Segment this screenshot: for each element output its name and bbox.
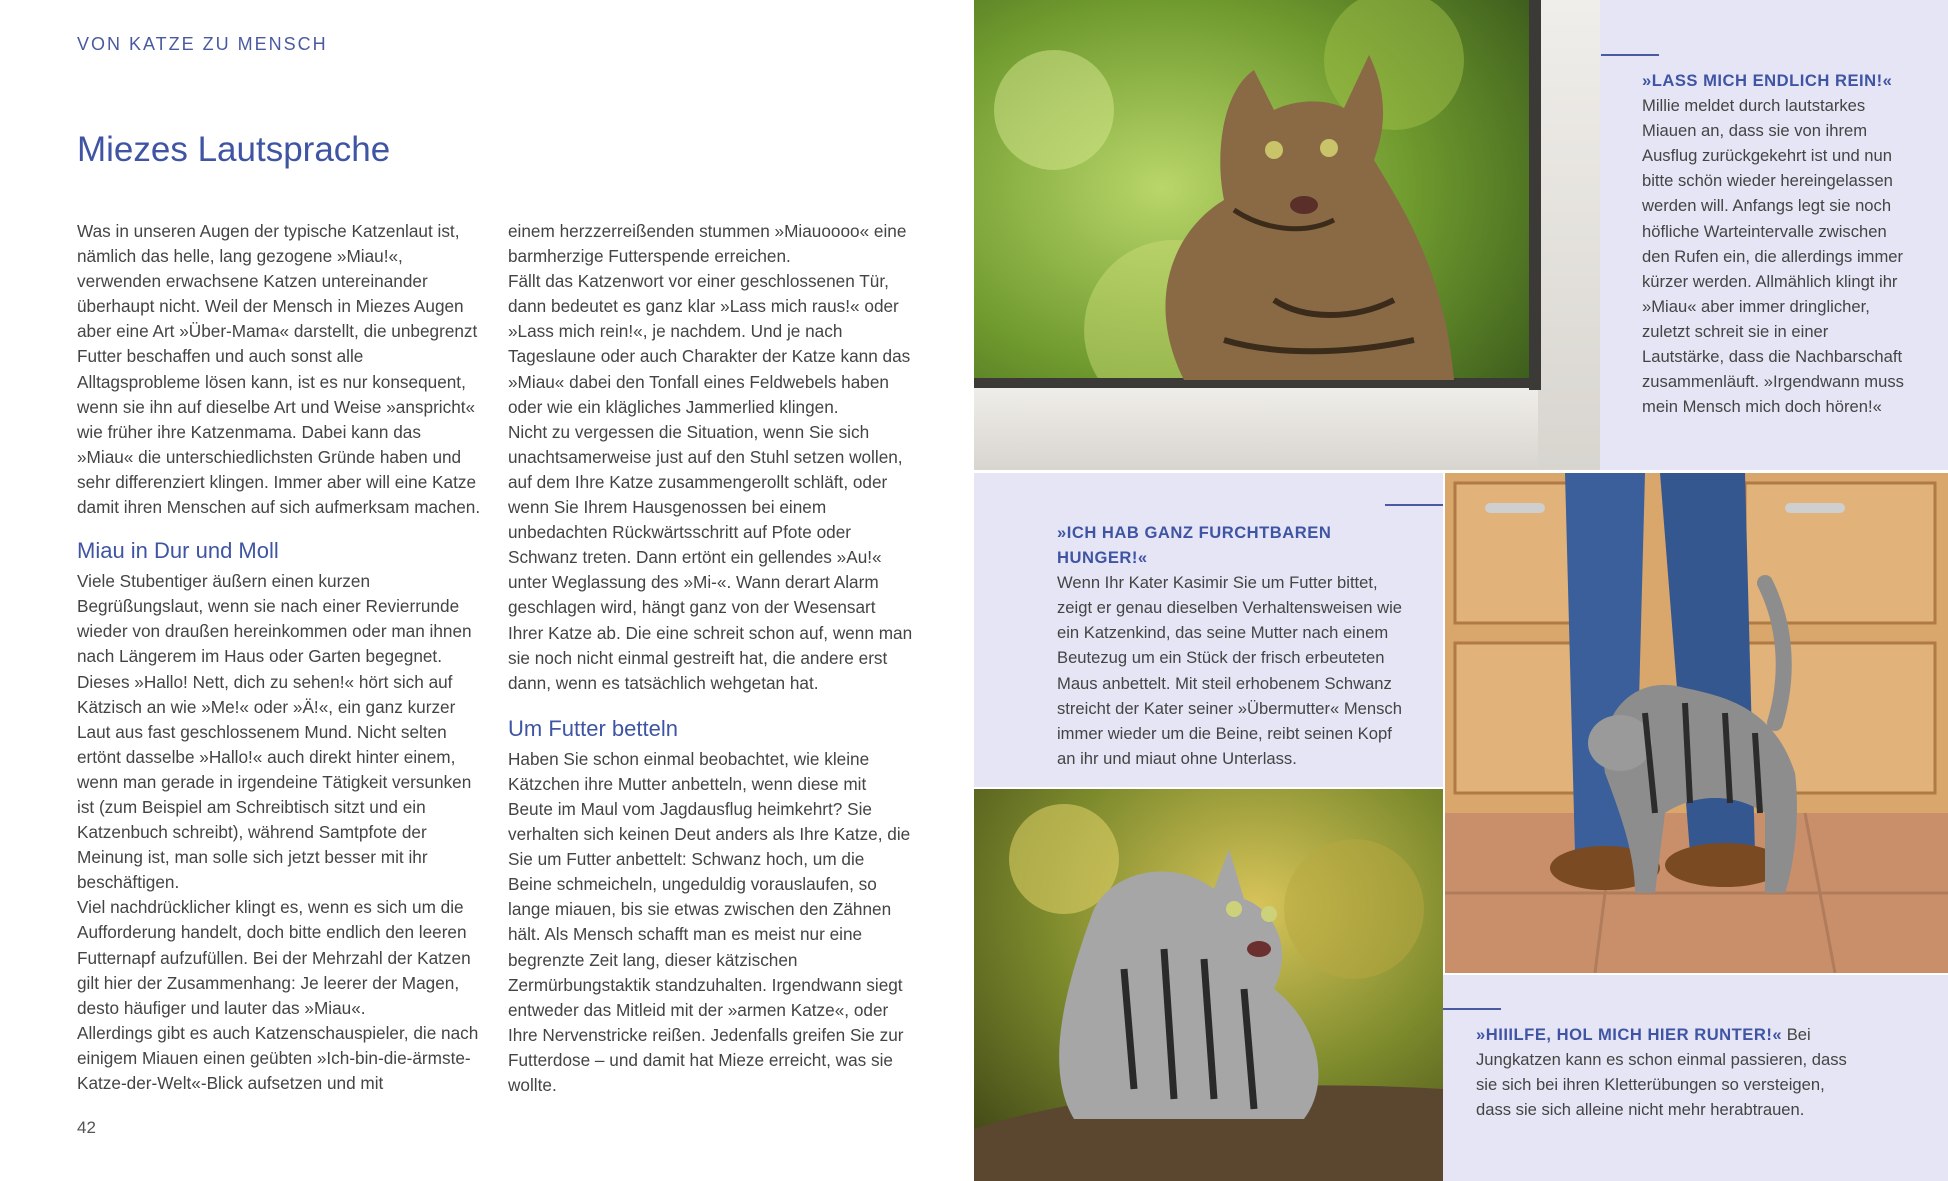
paragraph: einem herzzerreißenden stummen »Miauoooo« eine barmherzige Futterspende erreichen. bbox=[508, 221, 907, 267]
photo-kitten-on-branch bbox=[974, 789, 1443, 1181]
photo-cat-at-legs bbox=[1445, 473, 1948, 973]
caption-text: Millie meldet durch lautstarkes Miauen an, dass sie von ihrem Ausflug zurückgekehrt ist und nun bitte schön wieder hereingelassen werden will. Anfangs legt sie noch höfliche Warteintervalle zwischen den Rufen ein, die allerdings immer kürzer werden. Allmählich klingt ihr »Miau« aber immer dringlicher, zuletzt schreit sie in einer Lautstärke, dass die Nachbarschaft zusammenläuft. »Irgendwann muss mein Mensch mich doch hören!« bbox=[1642, 96, 1904, 417]
caption-rule bbox=[1443, 1008, 1501, 1010]
caption-text: Wenn Ihr Kater Kasimir Sie um Futter bittet, zeigt er genau dieselben Verhaltensweisen wie ein Katzenkind, das seine Mutter nach einem Beutezug um ein Stück der frisch erbeuteten Maus anbettelt. Mit steil erhobenem Schwanz streicht der Kater seiner »Übermutter« Mensch immer wieder um die Beine, reibt seinen Kopf an ihr und miaut ohne Unterlass. bbox=[1057, 573, 1403, 768]
section-heading: Um Futter betteln bbox=[508, 715, 678, 741]
page-title: Miezes Lautsprache bbox=[77, 130, 391, 169]
paragraph: Viel nachdrücklicher klingt es, wenn es sich um die Aufforderung handelt, doch bitte endlich den leeren Futternapf aufzufüllen. Bei der Mehrzahl der Katzen gilt hier der Zusammenhang: Je leerer der Magen, desto häufiger und lauter das »Miau«. bbox=[77, 897, 471, 1018]
paragraph: Nicht zu vergessen die Situation, wenn Sie sich unachtsamerweise just auf den Stuhl setzen wollen, auf dem Ihre Katze zusammengerollt schläft, oder wenn Sie Ihrem Hausgenossen bei einem unbedachten Rückwärtsschritt auf Pfote oder Schwanz treten. Dann ertönt ein gellendes »Au!« unter Weglassung des »Mi-«. Wann derart Alarm geschlagen wird, hängt ganz von der Wesensart Ihrer Katze ab. Die eine schreit schon auf, wenn man sie noch nicht einmal gestreift hat, die andere erst dann, wenn es tatsächlich wehgetan hat. bbox=[508, 421, 913, 693]
running-head: VON KATZE ZU MENSCH bbox=[77, 34, 328, 54]
caption-text: Bei Jungkatzen kann es schon einmal passieren, dass sie sich bei ihren Kletterübungen so versteigen, dass sie sich alleine nicht mehr herabtrauen. bbox=[1476, 1025, 1847, 1120]
paragraph: Haben Sie schon einmal beobachtet, wie kleine Kätzchen ihre Mutter anbetteln, wenn diese mit Beute im Maul vom Jagdausflug heimkehrt? Sie verhalten sich keinen Deut anders als Ihre Katze, die Sie um Futter anbettelt: Schwanz hoch, um die Beine schmeicheln, ungeduldig vorauslaufen, so lange miauen, bis sie etwas zwischen den Zähnen hält. Als Mensch schafft man es meist nur eine begrenzte Zeit lang, dieser kätzischen Zermürbungstaktik standzuhalten. Irgendwann siegt entweder das Mitleid mit der »armen Katze«, oder Ihre Nervenstricke reißen. Jedenfalls greifen Sie zur Futterdose – und damit hat Mieze erreicht, was sie wollte. bbox=[508, 748, 911, 1095]
caption-3 bbox=[1476, 1022, 1851, 1122]
kitten-branch-illustration bbox=[974, 789, 1443, 1181]
caption-title: »HIIILFE, HOL MICH HIER RUNTER!« bbox=[1476, 1025, 1783, 1044]
text-column-2 bbox=[508, 219, 913, 1098]
section-heading: Miau in Dur und Moll bbox=[77, 538, 279, 564]
page-number: 42 bbox=[77, 1118, 96, 1137]
text-column-1 bbox=[77, 219, 482, 1096]
caption-title: »ICH HAB GANZ FURCHTBAREN HUNGER!« bbox=[1057, 523, 1332, 568]
paragraph: Allerdings gibt es auch Katzenschauspieler, die nach einigem Miauen einen geübten »Ich-bin-die-ärmste-Katze-der-Welt«-Blick aufsetzen und mit bbox=[77, 1022, 479, 1093]
caption-rule bbox=[1601, 54, 1659, 56]
paragraph: Viele Stubentiger äußern einen kurzen Begrüßungslaut, wenn sie nach einer Revierrunde wieder von draußen hereinkommen oder man ihnen nach Längerem im Haus oder Garten begegnet. Dieses »Hallo! Nett, dich zu sehen!« hört sich auf Kätzisch an wie »Me!« oder »Ä!«, ein ganz kurzer Laut aus fast geschlossenem Mund. Nicht selten ertönt dasselbe »Hallo!« auch direkt hinter einem, wenn man gerade in irgendeine Tätigkeit versunken ist (zum Beispiel am Schreibtisch sitzt und ein Katzenbuch schreibt), während Samtpfote der Meinung ist, man solle sich jetzt besser mit ihr beschäftigen. bbox=[77, 571, 472, 893]
caption-rule bbox=[1385, 504, 1443, 506]
cat-legs-illustration bbox=[1445, 473, 1948, 973]
caption-2 bbox=[1057, 520, 1413, 771]
caption-title: »LASS MICH ENDLICH REIN!« bbox=[1642, 71, 1893, 90]
paragraph: Was in unseren Augen der typische Katzenlaut ist, nämlich das helle, lang gezogene »Miau!«, verwenden erwachsene Katzen untereinander überhaupt nicht. Weil der Mensch in Miezes Augen aber eine Art »Über-Mama« darstellt, die unbegrenzt Futter beschaffen und auch sonst alle Alltagsprobleme lösen kann, ist es nur konsequent, wenn sie ihn auf dieselbe Art und Weise »anspricht« wie früher ihre Katzenmama. Dabei kann das »Miau« die unterschiedlichsten Gründe haben und sehr differenziert klingen. Immer aber will eine Katze damit ihren Menschen auf sich aufmerksam machen. bbox=[77, 221, 481, 518]
photo-cat-at-window bbox=[974, 0, 1600, 470]
cat-window-illustration bbox=[974, 0, 1600, 470]
caption-1 bbox=[1642, 68, 1914, 419]
paragraph: Fällt das Katzenwort vor einer geschlossenen Tür, dann bedeutet es ganz klar »Lass mich raus!« oder »Lass mich rein!«, je nachdem. Und je nach Tageslaune oder auch Charakter der Katze kann das »Miau« dabei den Tonfall eines Feldwebels haben oder wie ein klägliches Jammerlied klingen. bbox=[508, 271, 911, 417]
